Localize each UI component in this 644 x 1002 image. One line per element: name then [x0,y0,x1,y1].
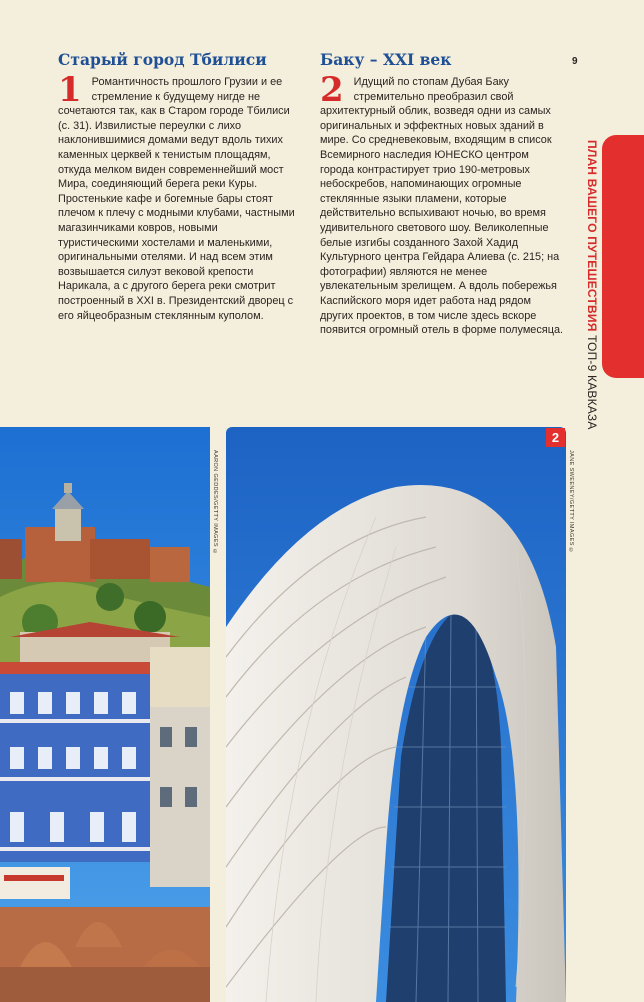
section-title: Баку – XXI век [320,50,452,69]
photo-baku-illustration [226,427,566,1002]
section-number: 2 [320,70,344,110]
section-title: Старый город Тбилиси [58,50,267,69]
section-body: Романтичность прошлого Грузии и ее стремление к будущему нигде не сочетаются так, как в Старом городе Тбилиси (с. 31). Извилистые переулки с лихо наклонившимися домами ведут вдоль тихих каменных церквей к тенистым площадям, откуда мелком виден современнейший мост Мира, соединяющий берега реки Куры. Простенькие кафе и богемные бары стоят плечом к плечу с модными клубами, частными магазинчиками ковров, новыми туристическими хостелами и маленькими, оригинальными отелями. И над всем этим возвышается силуэт вековой крепости Нарикала, а с другого берега реки смотрит построенный в XXI в. Президентский дворец с его яйцеобразным стеклянным куполом. [58,76,295,322]
section-text [320,70,564,338]
chapter-subtitle: ТОП-9 КАВКАЗА [585,331,599,430]
chapter-tab [602,135,644,378]
chapter-running-head [583,140,599,470]
chapter-title: ПЛАН ВАШЕГО ПУТЕШЕСТВИЯ [585,140,599,332]
section-body: Идущий по стопам Дубая Баку стремительно преобразил свой архитектурный облик, возведя одни из самых оригинальных и эффектных новых зданий в мире. Со средневековым, входящим в список Всемирного наследия ЮНЕСКО центром города контрастирует трио 190-метровых небоскребов, напоминающих огромные стеклянные языки пламени, которые действительно вспыхивают ночью, во время удивительного светового шоу. Великолепные белые изгибы созданного Захой Хадид Культурного центра Гейдара Алиева (с. 215; на фотографии) являются не менее увлекательным зрелищем. А вдоль побережья Каспийского моря идет работа над рядом других проектов, в том числе здесь вскоре появится огромный отель в форме полумесяца. [320,76,564,337]
photo-credit: AARON GEDDES/GETTY IMAGES © [212,450,218,556]
photo-tbilisi-illustration [0,427,210,1002]
page-number: 9 [572,56,578,67]
photo-baku [226,427,566,1002]
section-text [58,70,300,323]
section-tbilisi [58,50,300,323]
section-baku [320,50,564,338]
photo-tbilisi [0,427,210,1002]
photo-credit: JANE SWEENEY/GETTY IMAGES © [568,450,574,555]
photo-badge: 2 [546,428,565,447]
section-number: 1 [58,70,82,110]
